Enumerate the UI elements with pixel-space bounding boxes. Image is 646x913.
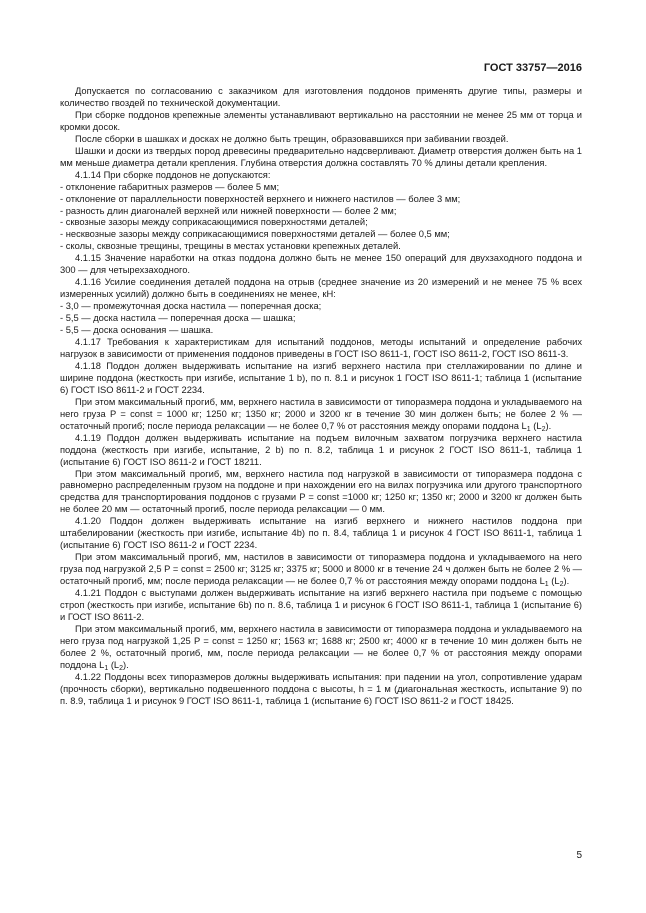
clause-4-1-20: 4.1.20 Поддон должен выдерживать испытание на изгиб верхнего и нижнего настилов поддона при штабелировании (жесткость при изгибе, испытание 4b) по п. 8.4, таблица 1 и рисунок 4 ГОСТ ISO 8611-1, таблица 1 (испытание 6) ГОСТ ISO 8611-2 и ГОСТ 2234. bbox=[60, 516, 582, 551]
clause-4-1-22: 4.1.22 Поддоны всех типоразмеров должны выдерживать испытания: при падении на угол, сопротивление ударам (прочность сборки), вертикально подвешенного поддона с высоты, h = 1 м (диагональная жесткость, испытание 9) по п. 8.9, таблица 1 и рисунок 9 ГОСТ ISO 8611-1, таблица 1 (испытание 6) ГОСТ ISO 8611-2 и ГОСТ 18425. bbox=[60, 671, 582, 706]
list-item: - 5,5 — доска основания — шашка. bbox=[60, 325, 214, 336]
paragraph: При этом максимальный прогиб, мм, верхнего настила в зависимости от типоразмера поддона и укладываемого на него груза P = const = 1000 кг; 1250 кг; 1350 кг; 2000 и 3200 кг в течение 30 мин должен быть; не более 2 % — остаточный прогиб; после периода релаксации — не более 0,7 % от расстояния между опорами поддона $L_1$ $(L_2)$. bbox=[60, 396, 582, 433]
document-body bbox=[60, 86, 582, 708]
clause-4-1-15: 4.1.15 Значение наработки на отказ поддона должно быть не менее 150 операций для двухзаходного поддона и 300 — для четырехзаходного. bbox=[60, 253, 582, 276]
clause-4-1-18: 4.1.18 Поддон должен выдерживать испытание на изгиб верхнего настила при стеллажировании по длине и ширине поддона (жесткость при изгибе, испытание 1 b), по п. 8.1 и рисунок 1 ГОСТ ISO 8611-1; таблица 1 (испытание 6) ГОСТ ISO 8611-2 и ГОСТ 2234. bbox=[60, 360, 582, 395]
paragraph: При этом максимальный прогиб, мм, верхнего настила под нагрузкой в зависимости от типоразмера поддона с равномерно распределенным грузом на поддоне и при нахождении его на вилах погрузчика или другого транспортного средства для транспортирования поддонов с грузами P = const =1000 кг; 1250 кг; 1350 кг; 2000 и 3200 кг должен быть не более 20 мм — остаточный прогиб, после периода релаксации — 0 мм. bbox=[60, 468, 582, 515]
list-item: - отклонение габаритных размеров — более 5 мм; bbox=[60, 181, 280, 192]
clause-4-1-17: 4.1.17 Требования к характеристикам для испытаний поддонов, методы испытаний и определение рабочих нагрузок в зависимости от применения поддонов приведены в ГОСТ ISO 8611-1, ГОСТ ISO 8611-2, ГОСТ ISO 8611-3. bbox=[60, 337, 582, 359]
clause-4-1-21: 4.1.21 Поддон с выступами должен выдерживать испытание на изгиб верхнего настила при подъеме с помощью строп (жесткость при изгибе, испытание 6b) по п. 8.6, таблица 1 и рисунок 6 ГОСТ ISO 8611-1, таблица 1 (испытание 6) и ГОСТ ISO 8611-2. bbox=[60, 588, 582, 622]
list-item: - отклонение от параллельности поверхностей верхнего и нижнего настилов — более 3 мм; bbox=[60, 193, 461, 204]
paragraph: При сборке поддонов крепежные элементы устанавливают вертикально на расстоянии не менее 25 мм от торца и кромки досок. bbox=[60, 109, 582, 132]
list-item: - несквозные зазоры между соприкасающимися поверхностями деталей — более 0,5 мм; bbox=[60, 229, 450, 240]
paragraph: После сборки в шашках и досках не должно быть трещин, образовавшихся при забивании гвоздей. bbox=[75, 133, 509, 144]
paragraph: При этом максимальный прогиб, мм, верхнего настила в зависимости от типоразмера поддона и укладываемого на него груза под нагрузкой 1,25 P = const = 1250 кг; 1563 кг; 1688 кг; 2500 кг; 4000 кг в течение 10 мин должен быть не более 2 %, остаточный прогиб, мм, после периода релаксации — не более 0,7 % от расстояния между опорами поддона $L_1$ $(L_2)$. bbox=[60, 623, 582, 672]
clause-4-1-19: 4.1.19 Поддон должен выдерживать испытание на подъем вилочным захватом погрузчика верхнего настила поддона (жесткость при изгибе, испытание, 2 b) по п. 8.2, таблица 1 и рисунок 2 ГОСТ ISO 8611-1, таблица 1 (испытание 6) ГОСТ ISO 8611-2 и ГОСТ 18211. bbox=[60, 432, 582, 467]
list-item: - разность длин диагоналей верхней или нижней поверхности — более 2 мм; bbox=[60, 205, 397, 216]
clause-4-1-16: 4.1.16 Усилие соединения деталей поддона на отрыв (среднее значение из 20 измерений и не менее 75 % всех измеренных усилий) должно быть в соединениях не менее, кН: bbox=[60, 277, 582, 300]
clause-4-1-14: 4.1.14 При сборке поддонов не допускаются: bbox=[75, 169, 271, 180]
paragraph: При этом максимальный прогиб, мм, настилов в зависимости от типоразмера поддона и укладываемого на него груза под нагрузкой 2,5 P = const = 2500 кг; 3125 кг; 3375 кг; 5000 и 8000 кг в течение 24 ч должен быть не более 2 % — остаточный прогиб, мм; после периода релаксации — не более 0,7 % от расстояния между опорами поддона $L_1$ $(L_2)$. bbox=[60, 552, 582, 589]
list-item: - 5,5 — доска настила — поперечная доска — шашка; bbox=[60, 313, 296, 324]
list-item: - сколы, сквозные трещины, трещины в местах установки крепежных деталей. bbox=[60, 241, 401, 252]
paragraph: Допускается по согласованию с заказчиком для изготовления поддонов применять другие типы, размеры и количество гвоздей по технической документации. bbox=[60, 86, 582, 108]
document-header: ГОСТ 33757—2016 bbox=[483, 62, 582, 74]
page-number: 5 bbox=[576, 850, 582, 861]
list-item: - 3,0 — промежуточная доска настила — поперечная доска; bbox=[60, 301, 322, 312]
paragraph: Шашки и доски из твердых пород древесины предварительно надсверливают. Диаметр отверстия должен быть на 1 мм меньше диаметра детали крепления. Глубина отверстия должна составлять 70 % длины детали крепления. bbox=[60, 145, 582, 168]
list-item: - сквозные зазоры между соприкасающимися поверхностями деталей; bbox=[60, 217, 368, 228]
